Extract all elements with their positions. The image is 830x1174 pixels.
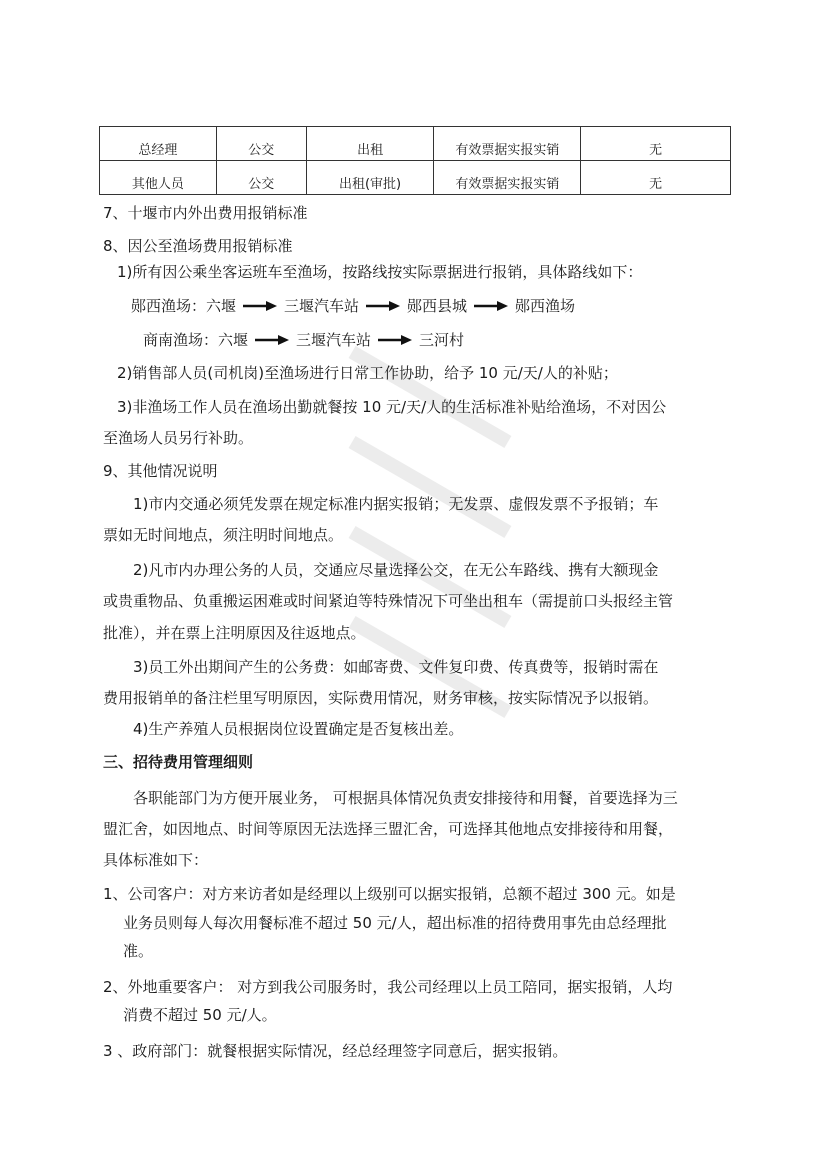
route-label: 郧西渔场：六堰 xyxy=(131,297,237,315)
table-cell: 出租(审批) xyxy=(306,161,434,195)
paragraph-line: 1)市内交通必须凭发票在规定标准内据实报销；无发票、虚假发票不予报销；车 xyxy=(133,495,659,513)
paragraph-line: 批准），并在票上注明原因及往返地点。 xyxy=(103,624,366,642)
paragraph-line: 消费不超过 50 元/人。 xyxy=(123,1006,277,1024)
section-heading: 9、其他情况说明 xyxy=(103,462,218,480)
paragraph-line: 各职能部门为方便开展业务， 可根据具体情况负责安排接待和用餐，首要选择为三 xyxy=(133,789,678,807)
table-cell: 公交 xyxy=(216,127,306,161)
section-title: 三、招待费用管理细则 xyxy=(103,753,254,771)
paragraph-line: 业务员则每人每次用餐标准不超过 50 元/人，超出标准的招待费用事先由总经理批 xyxy=(123,914,667,932)
paragraph-line: 准。 xyxy=(123,942,154,960)
arrow-right-icon xyxy=(365,300,401,312)
route-stop: 三堰汽车站 xyxy=(284,297,360,315)
table-cell: 总经理 xyxy=(100,127,217,161)
table-cell: 无 xyxy=(581,161,731,195)
table-cell: 有效票据实报实销 xyxy=(434,127,581,161)
paragraph-line: 3 、政府部门：就餐根据实际情况，经总经理签字同意后，据实报销。 xyxy=(103,1042,568,1060)
paragraph-line: 4)生产养殖人员根据岗位设置确定是否复核出差。 xyxy=(133,720,464,738)
arrow-right-icon xyxy=(254,334,290,346)
table-cell: 无 xyxy=(581,127,731,161)
paragraph-line: 2、外地重要客户： 对方到我公司服务时，我公司经理以上员工陪同，据实报销，人均 xyxy=(103,978,673,996)
arrow-right-icon xyxy=(473,300,509,312)
route-line xyxy=(131,296,575,316)
paragraph-line: 1、公司客户：对方来访者如是经理以上级别可以据实报销，总额不超过 300 元。如是 xyxy=(103,885,676,903)
table-cell: 有效票据实报实销 xyxy=(434,161,581,195)
paragraph-line: 3)员工外出期间产生的公务费：如邮寄费、文件复印费、传真费等，报销时需在 xyxy=(133,658,659,676)
route-stop: 郧西县城 xyxy=(407,297,468,315)
table-row xyxy=(100,161,731,195)
paragraph-line: 2)凡市内办理公务的人员，交通应尽量选择公交，在无公车路线、携有大额现金 xyxy=(133,561,659,579)
table-cell: 出租 xyxy=(306,127,434,161)
paragraph-line: 3)非渔场工作人员在渔场出勤就餐按 10 元/天/人的生活标准补贴给渔场，不对因公 xyxy=(117,398,667,416)
route-stop: 郧西渔场 xyxy=(515,297,576,315)
paragraph-line: 票如无时间地点，须注明时间地点。 xyxy=(103,526,344,544)
arrow-right-icon xyxy=(377,334,413,346)
table-cell: 其他人员 xyxy=(100,161,217,195)
section-heading: 8、因公至渔场费用报销标准 xyxy=(103,237,293,255)
paragraph-line: 至渔场人员另行补助。 xyxy=(103,429,254,447)
table-row xyxy=(100,127,731,161)
paragraph-line: 具体标准如下： xyxy=(103,851,209,869)
arrow-right-icon xyxy=(242,300,278,312)
paragraph-line: 盟汇舍，如因地点、时间等原因无法选择三盟汇舍，可选择其他地点安排接待和用餐， xyxy=(103,820,674,838)
paragraph-line: 1)所有因公乘坐客运班车至渔场，按路线按实际票据进行报销，具体路线如下： xyxy=(117,263,643,281)
route-stop: 三堰汽车站 xyxy=(296,331,372,349)
route-line xyxy=(143,330,464,350)
route-stop: 三河村 xyxy=(419,331,465,349)
paragraph-line: 费用报销单的备注栏里写明原因，实际费用情况，财务审核，按实际情况予以报销。 xyxy=(103,689,659,707)
table-cell: 公交 xyxy=(216,161,306,195)
section-heading: 7、十堰市内外出费用报销标准 xyxy=(103,204,308,222)
route-label: 商南渔场：六堰 xyxy=(143,331,249,349)
expense-table xyxy=(99,126,731,195)
paragraph-line: 2)销售部人员(司机岗)至渔场进行日常工作协助，给予 10 元/天/人的补贴； xyxy=(117,364,618,382)
paragraph-line: 或贵重物品、负重搬运困难或时间紧迫等特殊情况下可坐出租车（需提前口头报经主管 xyxy=(103,592,674,610)
